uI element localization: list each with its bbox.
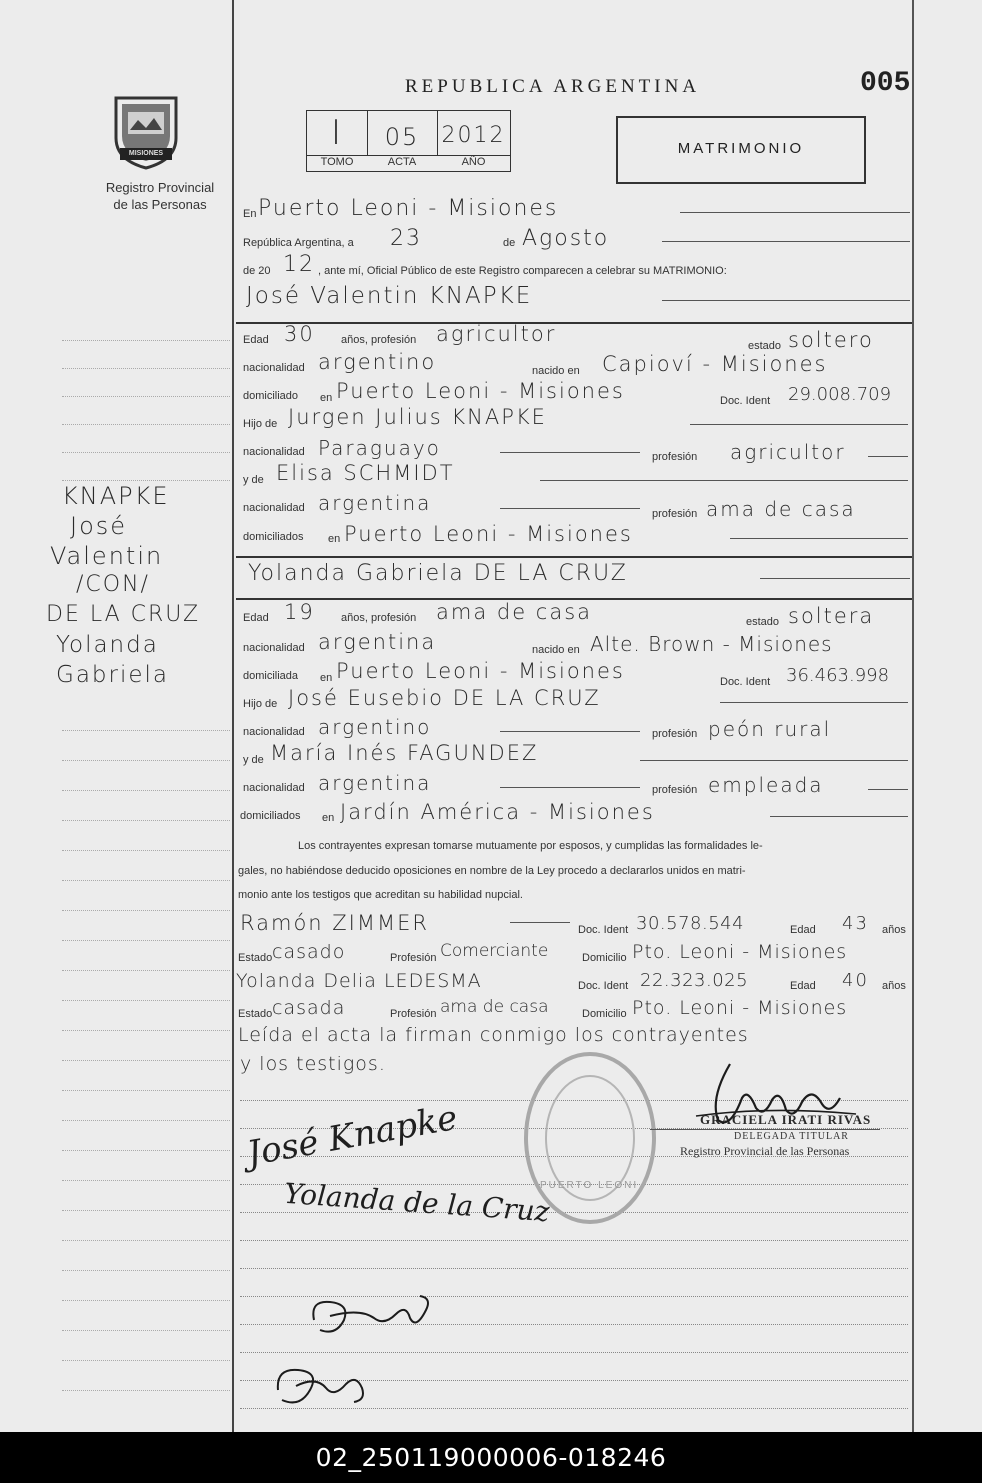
acta-value: 05 [384, 123, 420, 151]
country-heading: REPUBLICA ARGENTINA [405, 76, 701, 97]
place-value: Puerto Leoni - Misiones [258, 196, 559, 221]
groom-father-nat-label: nacionalidad [243, 446, 305, 458]
groom-parents-dom-label: domiciliados [243, 531, 304, 543]
groom-mother-prof: ama de casa [706, 497, 856, 521]
groom-nationality: argentino [318, 350, 437, 374]
groom-domicile: Puerto Leoni - Misiones [336, 379, 625, 403]
margin-note-line: José [70, 512, 128, 540]
declaration-line: monio ante los testigos que acreditan su habilidad nupcial. [238, 889, 523, 901]
bride-father-nat: argentino [318, 715, 432, 739]
groom-years-label: años, profesión [341, 334, 417, 346]
margin-note-line: Yolanda [56, 632, 159, 658]
year-suffix: 12 [283, 252, 315, 277]
official-signature-icon [690, 1058, 860, 1138]
bride-domicile: Puerto Leoni - Misiones [336, 659, 625, 683]
groom-mother-prof-label: profesión [652, 508, 698, 520]
groom-mother-label: y de [243, 474, 264, 486]
groom-doc: 29.008.709 [788, 384, 892, 405]
official-title: DELEGADA TITULAR [734, 1131, 849, 1142]
day-value: 23 [390, 226, 422, 251]
anio-value: 2012 [441, 123, 506, 148]
witness-status: casado [272, 941, 346, 963]
groom-father-label: Hijo de [243, 418, 278, 430]
bride-mother-prof-label: profesión [652, 784, 698, 796]
bride-nat-label: nacionalidad [243, 642, 305, 654]
groom-father: Jurgen Julius KNAPKE [288, 405, 547, 429]
groom-father-prof-label: profesión [652, 451, 698, 463]
groom-age-label: Edad [243, 334, 269, 346]
witness-profession: ama de casa [440, 997, 549, 1017]
bride-father-label: Hijo de [243, 698, 278, 710]
act-type-label: MATRIMONIO [677, 140, 805, 157]
groom-born-label: nacido en [532, 365, 580, 377]
bride-father-nat-label: nacionalidad [243, 726, 305, 738]
bride-parents-dom: Jardín América - Misiones [340, 800, 655, 824]
groom-signature: José Knapke [244, 1097, 461, 1175]
bride-name: Yolanda Gabriela DE LA CRUZ [248, 561, 628, 586]
groom-profession: agricultor [436, 322, 557, 346]
bride-father-prof: peón rural [708, 717, 832, 741]
act-type-box [616, 116, 866, 184]
de-label: de [503, 237, 516, 249]
witness-signature-2-icon [268, 1356, 378, 1416]
groom-mother-nat-label: nacionalidad [243, 502, 305, 514]
groom-dom-label: domiciliado [243, 390, 299, 402]
official-name: GRACIELA IRATI RIVAS [700, 1112, 872, 1127]
bride-status: soltera [788, 604, 875, 628]
groom-age: 30 [284, 322, 315, 346]
bride-parents-dom-en: en [322, 812, 335, 824]
page-number: 005 [860, 68, 911, 99]
witness-domicile: Pto. Leoni - Misiones [632, 941, 848, 963]
bride-signature: Yolanda de la Cruz [283, 1176, 551, 1229]
witness-domicile: Pto. Leoni - Misiones [632, 997, 848, 1019]
groom-mother-nat: argentina [318, 491, 432, 515]
groom-birthplace: Capioví - Misiones [602, 352, 828, 376]
year-prefix: de 20 [243, 265, 271, 277]
bride-mother-nat: argentina [318, 771, 432, 795]
closing-line: y los testigos. [240, 1053, 386, 1075]
bride-status-label: estado [746, 616, 780, 628]
witness-age-label: Edad [790, 924, 816, 936]
groom-name: José Valentin KNAPKE [246, 283, 533, 309]
groom-parents-dom-en: en [328, 533, 341, 545]
witness-profession: Comerciante [440, 941, 549, 961]
bride-dom-label: domiciliada [243, 670, 299, 682]
witness-age-label: Edad [790, 980, 816, 992]
bride-mother: María Inés FAGUNDEZ [270, 741, 539, 765]
statement-text: , ante mí, Oficial Público de este Registro comparecen a celebrar su MATRIMONIO: [318, 265, 727, 277]
witness-status-label: Estado [238, 952, 273, 964]
bride-doc-label: Doc. Ident [720, 676, 771, 688]
groom-nat-label: nacionalidad [243, 362, 305, 374]
groom-status: soltero [788, 328, 874, 352]
witness-signature-1-icon [300, 1280, 440, 1350]
bride-born-label: nacido en [532, 644, 580, 656]
tomo-value: I [330, 113, 344, 153]
witness-age: 43 [842, 913, 869, 934]
witness-years-label: años [882, 980, 906, 992]
acta-label: ACTA [387, 156, 417, 168]
declaration-line: gales, no habiéndose deducido oposiciones en nombre de la Ley procedo a declararlos unidos en matri- [238, 865, 746, 877]
witness-status: casada [272, 997, 346, 1019]
seal-label: MISIONES [128, 150, 164, 157]
bride-dom-en: en [320, 672, 333, 684]
right-margin-rule [912, 0, 914, 1432]
groom-father-nat: Paraguayo [318, 436, 441, 460]
bride-parents-dom-label: domiciliados [240, 810, 301, 822]
left-margin-rule [232, 0, 234, 1432]
groom-father-prof: agricultor [730, 440, 846, 464]
witness-dom-label: Domicilio [582, 952, 627, 964]
groom-dom-en: en [320, 392, 333, 404]
witness-doc-label: Doc. Ident [578, 980, 629, 992]
registry-name-line2: de las Personas [113, 197, 207, 212]
witness-prof-label: Profesión [390, 1008, 437, 1020]
margin-note-line: Valentin [50, 542, 164, 570]
groom-parents-dom: Puerto Leoni - Misiones [344, 522, 633, 546]
bride-father: José Eusebio DE LA CRUZ [288, 686, 601, 710]
republic-label: República Argentina, a [243, 237, 354, 249]
witness-age: 40 [842, 970, 869, 991]
witness-doc: 30.578.544 [636, 913, 745, 934]
declaration-line: Los contrayentes expresan tomarse mutuamente por esposos, y cumplidas las formalidades le- [298, 840, 763, 852]
registry-name-line1: Registro Provincial [105, 180, 215, 195]
bride-father-prof-label: profesión [652, 728, 698, 740]
bride-doc: 36.463.998 [786, 665, 890, 686]
witness-doc-label: Doc. Ident [578, 924, 629, 936]
groom-mother: Elisa SCHMIDT [276, 461, 455, 485]
anio-label: AÑO [461, 156, 486, 168]
bride-nationality: argentina [318, 630, 437, 654]
round-seal-text: PUERTO LEONI [540, 1180, 639, 1191]
witness-dom-label: Domicilio [582, 1008, 627, 1020]
witness-doc: 22.323.025 [640, 970, 749, 991]
official-office: Registro Provincial de las Personas [680, 1144, 850, 1158]
margin-note-line: KNAPKE [62, 482, 170, 510]
en-label: En [243, 208, 257, 220]
month-value: Agosto [522, 226, 610, 251]
bride-mother-prof: empleada [708, 773, 824, 797]
witness-name: Ramón ZIMMER [240, 911, 429, 935]
witness-prof-label: Profesión [390, 952, 437, 964]
bride-birthplace: Alte. Brown - Misiones [590, 632, 833, 656]
tomo-label: TOMO [320, 156, 354, 168]
bride-age: 19 [284, 600, 315, 624]
record-index-box [306, 110, 511, 172]
bride-age-label: Edad [243, 612, 269, 624]
bride-years-label: años, profesión [341, 612, 417, 624]
groom-status-label: estado [748, 340, 782, 352]
image-id-footer: 02_250119000006-018246 [0, 1432, 982, 1483]
bride-profession: ama de casa [436, 600, 593, 624]
margin-note-line: Gabriela [56, 662, 169, 688]
misiones-coat-of-arms-icon [108, 90, 184, 172]
margin-note-line: DE LA CRUZ [46, 602, 201, 627]
bride-mother-label: y de [243, 754, 264, 766]
groom-doc-label: Doc. Ident [720, 395, 771, 407]
closing-line: Leída el acta la firman conmigo los contrayentes [238, 1024, 749, 1046]
witness-status-label: Estado [238, 1008, 273, 1020]
margin-note-line: /CON/ [76, 572, 150, 597]
witness-name: Yolanda Delia LEDESMA [236, 970, 482, 992]
witness-years-label: años [882, 924, 906, 936]
bride-mother-nat-label: nacionalidad [243, 782, 305, 794]
